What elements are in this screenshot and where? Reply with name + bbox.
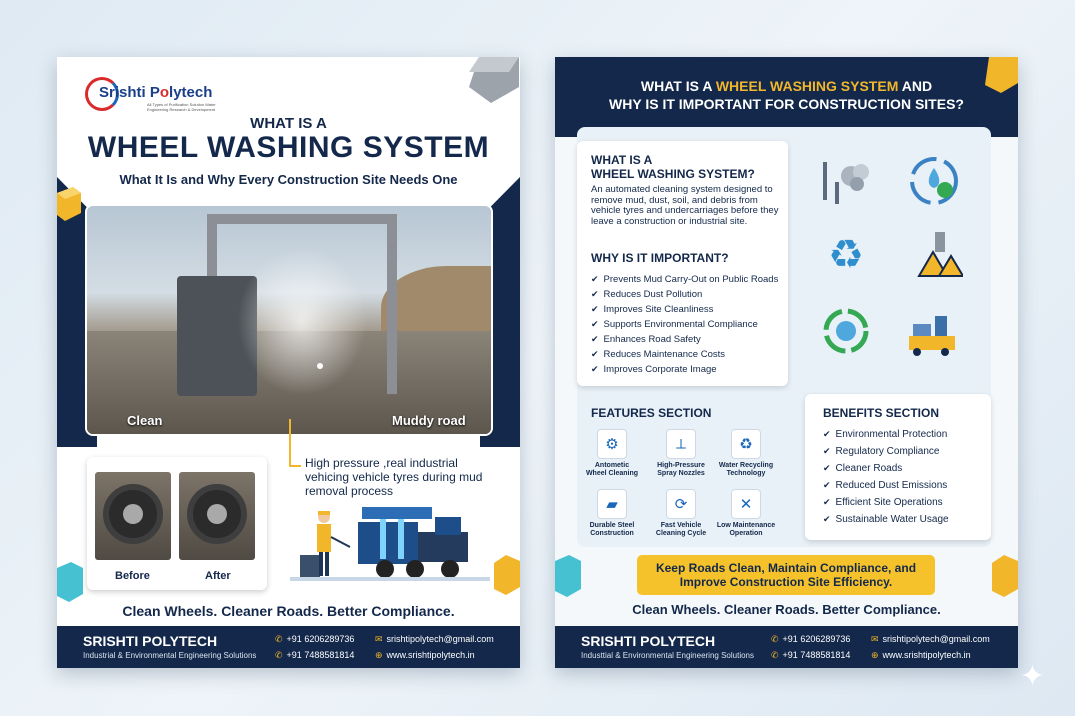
wheel-wash-photo [85,204,493,436]
list-item: ✔ Supports Environmental Compliance [591,317,778,332]
what-is-card [577,141,788,386]
eco-globe-icon [817,302,875,360]
cta-banner: Keep Roads Clean, Maintain Compliance, and Improve Construction Site Efficiency. [637,555,935,595]
photo-callout: High pressure ,real industrial vehicing vehicle tyres during mud removal process [305,456,483,498]
footer-phone-1[interactable]: ✆ +91 6206289736 [275,634,355,644]
feature-item: ⟂ High-Pressure Spray Nozzles [650,429,712,478]
teal-cube-icon [57,562,83,602]
what-is-title: WHAT IS A WHEEL WASHING SYSTEM? [591,153,755,181]
benefits-list [823,426,949,528]
list-item: ✔ Cleaner Roads [823,460,949,477]
water-recycle-icon [905,152,963,210]
label-clean: Clean [127,413,163,428]
recycle-icon [817,224,875,282]
phone-icon: ✆ [275,634,283,644]
dust-wheel-icon [817,152,875,210]
email-icon: ✉ [871,634,879,644]
list-item: ✔ Regulatory Compliance [823,443,949,460]
after-label: After [205,570,231,582]
water-spray [237,246,367,396]
list-item: ✔ Reduces Maintenance Costs [591,347,778,362]
benefits-card [805,394,991,540]
wash-station-illustration-icon [290,497,490,587]
benefits-title: BENEFITS SECTION [823,406,940,420]
flyer-page-2 [555,57,1018,668]
footer-tagline: Industrial & Environmental Engineering Solutions [83,651,257,660]
phone-icon: ✆ [771,650,779,660]
footer-website[interactable]: ⊕ www.srishtipolytech.in [871,650,971,660]
feature-item: ✕ Low Maintenance Operation [715,489,777,538]
what-is-description: An automated cleaning system designed to remove mud, dust, soil, and debris from vehicle tyres and undercarriages before they leave a construction or industrial site. [591,184,779,227]
features-title: FEATURES SECTION [591,406,712,420]
icon-grid [817,152,987,392]
list-item: ✔ Improves Corporate Image [591,362,778,377]
cycle-icon: ⟳ [666,489,696,519]
list-item: ✔ Reduces Dust Pollution [591,287,778,302]
why-title: WHY IS IT IMPORTANT? [591,251,729,265]
why-list [591,272,778,377]
yellow-cube-icon [494,555,520,595]
tools-icon: ✕ [731,489,761,519]
steel-icon: ▰ [597,489,627,519]
yellow-cube-icon [57,187,81,221]
footer-phone-2[interactable]: ✆ +91 7488581814 [275,650,355,660]
footer-company: SRISHTI POLYTECH [581,633,716,649]
list-item: ✔ Sustainable Water Usage [823,511,949,528]
tyre-after-image [179,472,255,560]
yellow-cube-icon [992,555,1018,597]
footer-email[interactable]: ✉ srishtipolytech@gmail.com [375,634,494,644]
warning-sign-icon [905,224,963,282]
list-item: ✔ Improves Site Cleanliness [591,302,778,317]
svg-text:♻: ♻ [828,232,864,278]
sparkle-icon: ✦ [1019,660,1045,693]
kicker-text: WHAT IS A [250,115,327,132]
list-item: ✔ Efficient Site Operations [823,494,949,511]
nozzle-icon: ⟂ [666,429,696,459]
teal-cube-icon [555,555,581,597]
footer-website[interactable]: ⊕ www.srishtipolytech.in [375,650,475,660]
logo-tagline: All Types of Purification Solution Water Engineering Research & Development [147,102,216,112]
phone-icon: ✆ [771,634,779,644]
email-icon: ✉ [375,634,383,644]
footer-tagline: Industtial & Environmental Engineering Solutions [581,651,754,660]
page2-title: WHAT IS A WHEEL WASHING SYSTEM AND WHY IS IT IMPORTANT FOR CONSTRUCTION SITES? [609,78,964,112]
feature-item: ⟳ Fast Vehicle Cleaning Cycle [650,489,712,538]
yellow-cube-icon [985,57,1018,93]
globe-icon: ⊕ [871,650,879,660]
before-label: Before [115,570,150,582]
slogan: Clean Wheels. Cleaner Roads. Better Compliance. [122,603,455,619]
footer-phone-1[interactable]: ✆ +91 6206289736 [771,634,851,644]
before-after-tyres [87,457,267,590]
label-muddy-road: Muddy road [392,413,466,428]
grey-cube-icon [469,57,519,103]
footer [57,626,520,668]
treatment-plant-icon [905,302,963,360]
feature-item: ▰ Durable Steel Construction [581,489,643,538]
company-logo: Srishti Polytech All Types of Purification Solution Water Engineering Research & Development [85,75,215,115]
recycle-icon: ♻ [731,429,761,459]
feature-item: ♻ Water Recycling Technology [715,429,777,478]
footer-phone-2[interactable]: ✆ +91 7488581814 [771,650,851,660]
globe-icon: ⊕ [375,650,383,660]
list-item: ✔ Reduced Dust Emissions [823,477,949,494]
feature-item: ⚙ Antometic Wheel Cleaning [581,429,643,478]
tyre-before-image [95,472,171,560]
page-subtitle: What It Is and Why Every Construction Site Needs One [119,172,458,187]
flyer-page-1 [57,57,520,668]
page-title: WHEEL WASHING SYSTEM [87,131,490,164]
wheel-icon: ⚙ [597,429,627,459]
slogan: Clean Wheels. Cleaner Roads. Better Compliance. [632,602,941,617]
list-item: ✔ Prevents Mud Carry-Out on Public Roads [591,272,778,287]
list-item: ✔ Enhances Road Safety [591,332,778,347]
footer-company: SRISHTI POLYTECH [83,633,218,649]
footer [555,626,1018,668]
phone-icon: ✆ [275,650,283,660]
list-item: ✔ Environmental Protection [823,426,949,443]
footer-email[interactable]: ✉ srishtipolytech@gmail.com [871,634,990,644]
